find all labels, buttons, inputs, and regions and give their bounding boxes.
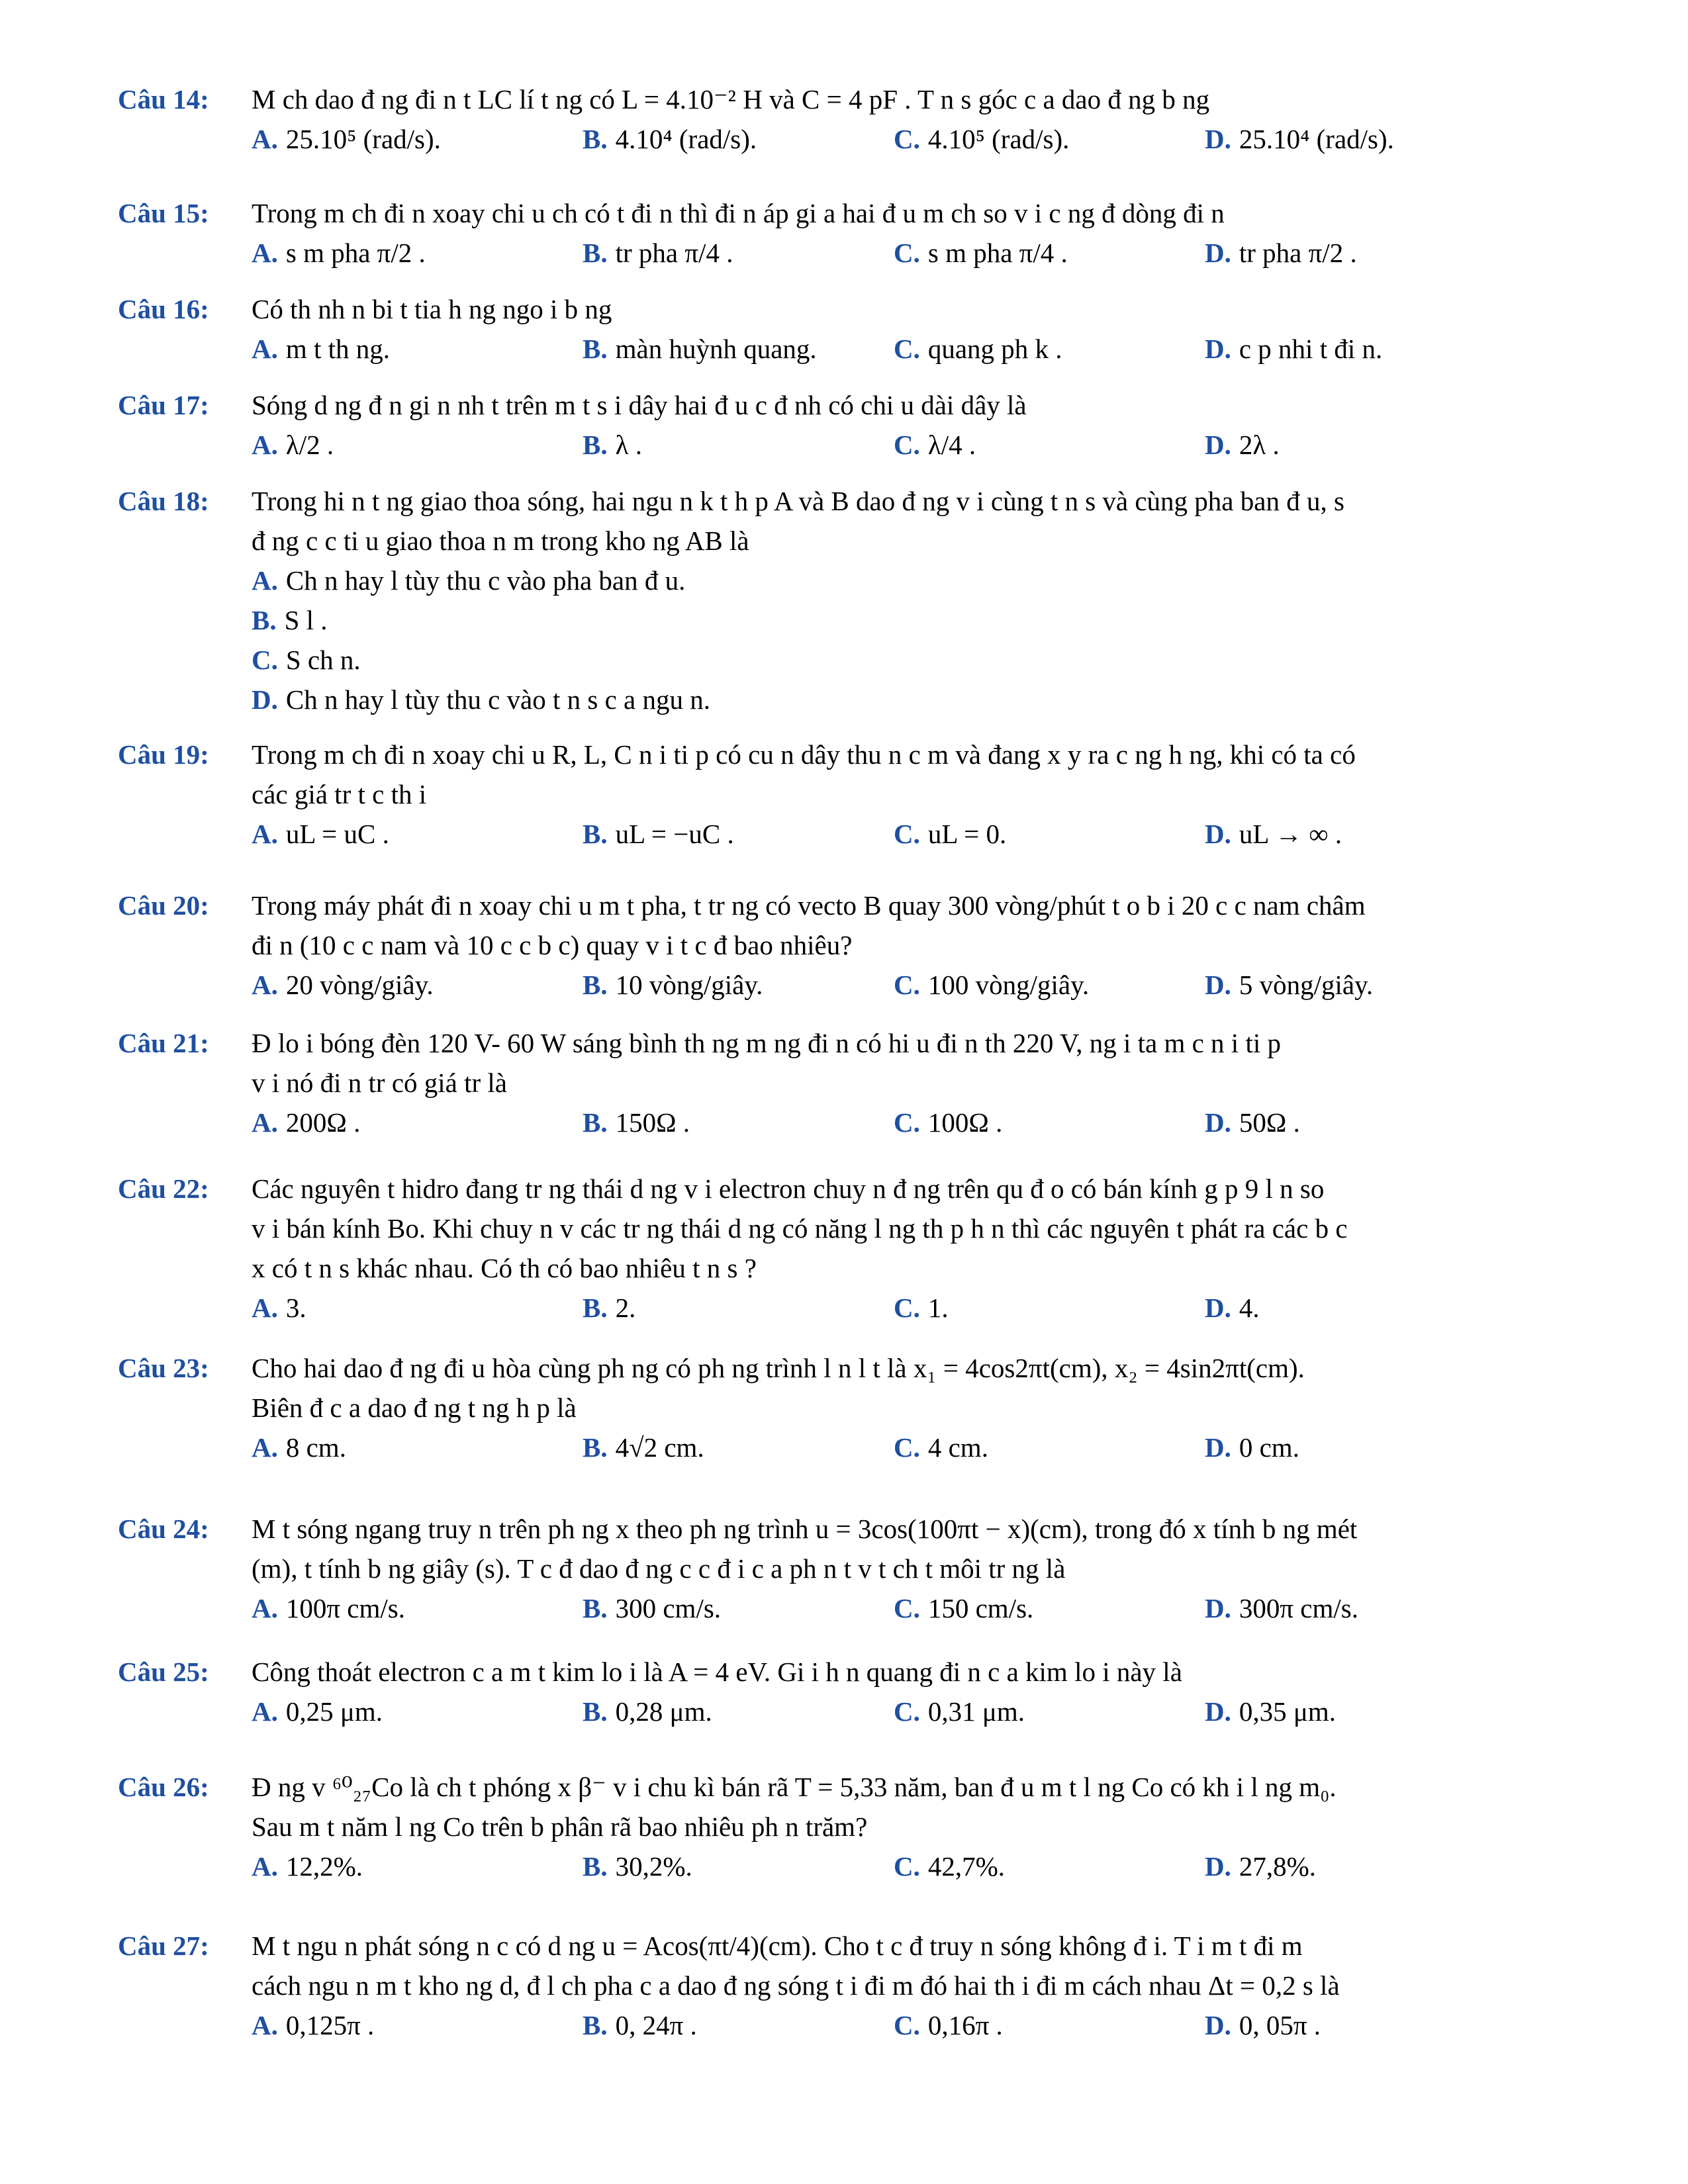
option-key: D. <box>1205 430 1231 460</box>
option-key: B. <box>583 430 608 460</box>
answer-options <box>252 1846 1602 1886</box>
option-key: C. <box>894 1851 920 1882</box>
answer-option[interactable] <box>252 2005 374 2045</box>
question-text-line: v i bán kính Bo. Khi chuy n v các tr ng thái d ng có năng l ng th p h n thì các nguyên t phát ra các b c <box>252 1213 1348 1244</box>
option-key: B. <box>583 1293 608 1323</box>
option-key: B. <box>583 238 608 268</box>
question-text <box>252 193 1602 233</box>
answer-option[interactable] <box>583 1103 690 1142</box>
answer-option[interactable] <box>252 814 389 854</box>
option-key: D. <box>1205 970 1231 1000</box>
option-text: uL = 0. <box>927 819 1007 849</box>
question-text-line: M t ngu n phát sóng n c có d ng u = Acos(πt/4)(cm). Cho t c đ truy n sóng không đ i. T i m t đi m <box>252 1931 1303 1961</box>
option-key: D. <box>1205 1851 1231 1882</box>
option-key: D. <box>1205 1432 1231 1463</box>
option-key: C. <box>252 645 278 675</box>
answer-option[interactable] <box>583 425 642 465</box>
option-text: 10 vòng/giây. <box>615 970 763 1000</box>
option-key: D. <box>1205 819 1231 849</box>
answer-option-row <box>252 640 1602 680</box>
answer-option[interactable] <box>583 814 734 854</box>
question-text-line: M t sóng ngang truy n trên ph ng x theo ph ng trình u = 3cos(100πt − x)(cm), trong đó x tính b ng mét <box>252 1514 1358 1544</box>
answer-option[interactable] <box>894 1846 1005 1886</box>
answer-option-row <box>252 600 1602 640</box>
answer-options <box>252 1428 1602 1467</box>
option-text: 4√2 cm. <box>615 1432 704 1463</box>
question-label: Câu 18: <box>118 486 209 516</box>
option-text: λ/4 . <box>927 430 976 460</box>
answer-option[interactable] <box>894 1103 1002 1142</box>
answer-option[interactable] <box>583 233 733 273</box>
option-key: A. <box>252 1696 278 1727</box>
answer-option[interactable] <box>1205 965 1373 1005</box>
question-label: Câu 27: <box>118 1931 209 1961</box>
question-text-line: Trong m ch đi n xoay chi u ch có t đi n thì đi n áp gi a hai đ u m ch so v i c ng đ dòng đi n <box>252 198 1225 228</box>
question-text <box>252 289 1602 329</box>
option-key: D. <box>1205 1696 1231 1727</box>
option-key: A. <box>252 1293 278 1323</box>
option-text: 50Ω . <box>1239 1107 1300 1138</box>
option-text: uL = −uC . <box>615 819 734 849</box>
answer-option[interactable] <box>583 119 757 159</box>
answer-option[interactable] <box>252 1846 363 1886</box>
option-text: màn huỳnh quang. <box>615 334 817 364</box>
option-text: 25.10⁵ (rad/s). <box>285 124 441 154</box>
option-key: D. <box>252 684 278 715</box>
question-text-line: Đ lo i bóng đèn 120 V- 60 W sáng bình th ng m ng đi n có hi u đi n th 220 V, ng i ta m c n i ti p <box>252 1028 1281 1058</box>
question-label: Câu 16: <box>118 294 209 324</box>
answer-option[interactable] <box>252 425 334 465</box>
answer-option[interactable] <box>1205 1588 1358 1628</box>
answer-option-row <box>252 680 1602 719</box>
question-text <box>252 1652 1602 1692</box>
option-text: 100π cm/s. <box>285 1593 405 1623</box>
question-text-line: Các nguyên t hidro đang tr ng thái d ng v i electron chuy n đ ng trên qu đ o có bán kính g p 9 l n so <box>252 1173 1325 1204</box>
answer-option[interactable] <box>1205 1103 1300 1142</box>
answer-option[interactable] <box>894 1428 988 1467</box>
answer-option[interactable] <box>252 561 685 600</box>
answer-option[interactable] <box>252 965 434 1005</box>
answer-option[interactable] <box>252 1103 360 1142</box>
option-text: s m pha π/2 . <box>285 238 426 268</box>
question-text-line: M ch dao đ ng đi n t LC lí t ng có L = 4.10⁻² H và C = 4 pF . T n s góc c a dao đ ng b ng <box>252 84 1210 114</box>
option-key: D. <box>1205 2010 1231 2040</box>
question-text-line: Có th nh n bi t tia h ng ngo i b ng <box>252 294 612 324</box>
option-key: A. <box>252 970 278 1000</box>
question-label: Câu 25: <box>118 1657 209 1687</box>
answer-option[interactable] <box>1205 1428 1299 1467</box>
question-text <box>252 1767 1602 1846</box>
question-text <box>252 1169 1602 1288</box>
option-text: m t th ng. <box>285 334 391 364</box>
option-key: C. <box>894 1696 920 1727</box>
answer-option-row <box>252 561 1602 600</box>
answer-options <box>252 1588 1602 1628</box>
option-text: 4 cm. <box>927 1432 988 1463</box>
question-text <box>252 79 1602 119</box>
answer-options <box>252 2005 1602 2045</box>
option-text: 100Ω . <box>927 1107 1003 1138</box>
option-key: B. <box>583 1696 608 1727</box>
option-key: D. <box>1205 238 1231 268</box>
option-key: C. <box>894 124 920 154</box>
answer-option[interactable] <box>894 1288 949 1328</box>
option-text: 300π cm/s. <box>1239 1593 1358 1623</box>
question-label: Câu 21: <box>118 1028 209 1058</box>
option-key: D. <box>1205 1593 1231 1623</box>
option-text: 0, 05π . <box>1239 2010 1321 2040</box>
option-key: B. <box>583 970 608 1000</box>
question-text-line: Trong máy phát đi n xoay chi u m t pha, t tr ng có vecto B quay 300 vòng/phút t o b i 20 c c nam châm <box>252 890 1366 921</box>
answer-option[interactable] <box>583 1288 635 1328</box>
answer-option[interactable] <box>894 233 1068 273</box>
question-text-line: Cho hai dao đ ng đi u hòa cùng ph ng có ph ng trình l n l t là x₁ = 4cos2πt(cm), x₂ = 4sin2πt(cm). <box>252 1353 1305 1383</box>
option-text: s m pha π/4 . <box>927 238 1068 268</box>
answer-option[interactable] <box>1205 119 1394 159</box>
option-text: S l . <box>284 605 328 635</box>
option-key: A. <box>252 1107 278 1138</box>
question-text-line: (m), t tính b ng giây (s). T c đ dao đ ng c c đ i c a ph n t v t ch t môi tr ng là <box>252 1553 1066 1584</box>
question-text-line: x có t n s khác nhau. Có th có bao nhiêu t n s ? <box>252 1253 757 1283</box>
option-key: B. <box>583 334 608 364</box>
question-text-line: Đ ng v ⁶⁰₂₇Co là ch t phóng x β⁻ v i chu kì bán rã T = 5,33 năm, ban đ u m t l ng Co có kh i l ng m₀. <box>252 1772 1336 1802</box>
option-text: 2. <box>615 1293 636 1323</box>
answer-option[interactable] <box>894 425 976 465</box>
answer-option[interactable] <box>1205 1288 1260 1328</box>
option-text: uL → ∞ . <box>1239 819 1342 849</box>
option-key: C. <box>894 970 920 1000</box>
question-label: Câu 23: <box>118 1353 209 1383</box>
answer-option[interactable] <box>894 1588 1033 1628</box>
question-text <box>252 385 1602 425</box>
answer-option[interactable] <box>252 233 426 273</box>
option-text: 30,2%. <box>615 1851 692 1882</box>
answer-option[interactable] <box>1205 233 1357 273</box>
option-text: 0,35 μm. <box>1239 1696 1336 1727</box>
answer-option[interactable] <box>583 1588 721 1628</box>
answer-option[interactable] <box>583 1428 704 1467</box>
option-text: 0,25 μm. <box>285 1696 383 1727</box>
answer-option[interactable] <box>252 640 361 680</box>
answer-option[interactable] <box>1205 814 1342 854</box>
option-key: B. <box>583 2010 608 2040</box>
question-text-line: đi n (10 c c nam và 10 c c b c) quay v i t c đ bao nhiêu? <box>252 930 853 960</box>
answer-option[interactable] <box>1205 2005 1321 2045</box>
question-text-line: cách ngu n m t kho ng d, đ l ch pha c a dao đ ng sóng t i đi m đó hai th i đi m cách nhau Δt = 0,2 s là <box>252 1970 1340 2001</box>
question-text <box>252 886 1602 965</box>
question-text-line: Sau m t năm l ng Co trên b phân rã bao nhiêu ph n trăm? <box>252 1811 868 1842</box>
option-text: 0,125π . <box>285 2010 375 2040</box>
answer-option[interactable] <box>583 1846 692 1886</box>
option-key: B. <box>583 1593 608 1623</box>
answer-option[interactable] <box>252 680 710 719</box>
option-key: A. <box>252 1593 278 1623</box>
option-key: A. <box>252 238 278 268</box>
option-text: 4.10⁴ (rad/s). <box>615 124 757 154</box>
answer-option[interactable] <box>252 119 441 159</box>
option-key: C. <box>894 2010 920 2040</box>
question-label: Câu 14: <box>118 84 209 114</box>
option-key: C. <box>894 1293 920 1323</box>
answer-options <box>252 119 1602 159</box>
question-text <box>252 1509 1602 1588</box>
option-text: 5 vòng/giây. <box>1239 970 1374 1000</box>
option-text: 8 cm. <box>285 1432 346 1463</box>
answer-option[interactable] <box>1205 1692 1336 1731</box>
option-key: C. <box>894 1432 920 1463</box>
option-text: 12,2%. <box>285 1851 363 1882</box>
answer-option[interactable] <box>894 814 1006 854</box>
question-text <box>252 735 1602 814</box>
question-label: Câu 22: <box>118 1173 209 1204</box>
answer-option[interactable] <box>894 965 1089 1005</box>
option-text: λ/2 . <box>285 430 334 460</box>
option-key: A. <box>252 1851 278 1882</box>
question-text-line: Biên đ c a dao đ ng t ng h p là <box>252 1392 577 1423</box>
option-text: c p nhi t đi n. <box>1239 334 1383 364</box>
option-key: A. <box>252 430 278 460</box>
option-text: 3. <box>285 1293 306 1323</box>
option-key: A. <box>252 819 278 849</box>
question-text <box>252 1023 1602 1103</box>
answer-options <box>252 233 1602 273</box>
option-key: B. <box>583 1107 608 1138</box>
question-label: Câu 26: <box>118 1772 209 1802</box>
question-label: Câu 15: <box>118 198 209 228</box>
option-text: 0, 24π . <box>615 2010 697 2040</box>
option-text: 0,16π . <box>927 2010 1003 2040</box>
answer-option[interactable] <box>1205 425 1280 465</box>
option-key: B. <box>252 605 277 635</box>
option-key: A. <box>252 1432 278 1463</box>
answer-option[interactable] <box>252 1692 383 1731</box>
option-text: tr pha π/4 . <box>615 238 733 268</box>
option-text: 0,31 μm. <box>927 1696 1025 1727</box>
option-text: 300 cm/s. <box>615 1593 722 1623</box>
option-key: A. <box>252 334 278 364</box>
answer-option[interactable] <box>252 1428 346 1467</box>
answer-options <box>252 814 1602 854</box>
option-text: 27,8%. <box>1239 1851 1317 1882</box>
option-text: 42,7%. <box>927 1851 1006 1882</box>
answer-option[interactable] <box>894 2005 1003 2045</box>
answer-option[interactable] <box>252 329 390 369</box>
option-key: D. <box>1205 334 1231 364</box>
option-text: 2λ . <box>1239 430 1280 460</box>
question-text-line: đ ng c c ti u giao thoa n m trong kho ng AB là <box>252 525 749 556</box>
option-key: C. <box>894 819 920 849</box>
answer-option[interactable] <box>252 1288 306 1328</box>
option-key: A. <box>252 565 278 596</box>
answer-options <box>252 425 1602 465</box>
option-text: 200Ω . <box>285 1107 361 1138</box>
option-key: A. <box>252 2010 278 2040</box>
option-text: S ch n. <box>285 645 361 675</box>
option-text: 1. <box>927 1293 949 1323</box>
option-text: 4. <box>1239 1293 1260 1323</box>
question-text-line: Sóng d ng đ n gi n nh t trên m t s i dây hai đ u c đ nh có chi u dài dây là <box>252 390 1027 420</box>
option-text: 100 vòng/giây. <box>927 970 1090 1000</box>
option-text: 150Ω . <box>615 1107 690 1138</box>
option-text: 0,28 μm. <box>615 1696 712 1727</box>
option-text: 150 cm/s. <box>927 1593 1034 1623</box>
option-key: C. <box>894 1593 920 1623</box>
answer-option[interactable] <box>583 965 763 1005</box>
answer-options <box>252 1103 1602 1142</box>
answer-option[interactable] <box>252 600 328 640</box>
answer-option[interactable] <box>1205 329 1382 369</box>
option-key: D. <box>1205 1293 1231 1323</box>
option-text: 0 cm. <box>1239 1432 1299 1463</box>
question-text-line: Công thoát electron c a m t kim lo i là A = 4 eV. Gi i h n quang đi n c a kim lo i này là <box>252 1657 1182 1687</box>
answer-option[interactable] <box>1205 1846 1316 1886</box>
answer-options <box>252 329 1602 369</box>
option-text: tr pha π/2 . <box>1239 238 1357 268</box>
answer-option[interactable] <box>583 329 817 369</box>
option-key: D. <box>1205 124 1231 154</box>
answer-option[interactable] <box>583 2005 697 2045</box>
option-key: B. <box>583 124 608 154</box>
option-key: C. <box>894 238 920 268</box>
answer-options <box>252 1288 1602 1328</box>
option-text: uL = uC . <box>285 819 389 849</box>
option-text: quang ph k . <box>927 334 1062 364</box>
option-key: B. <box>583 819 608 849</box>
option-text: λ . <box>615 430 642 460</box>
option-key: A. <box>252 124 278 154</box>
question-label: Câu 19: <box>118 739 209 770</box>
option-text: Ch n hay l tùy thu c vào t n s c a ngu n. <box>285 684 710 715</box>
option-text: 25.10⁴ (rad/s). <box>1239 124 1394 154</box>
option-key: B. <box>583 1432 608 1463</box>
answer-option[interactable] <box>894 119 1069 159</box>
answer-option[interactable] <box>894 1692 1025 1731</box>
answer-option[interactable] <box>252 1588 405 1628</box>
option-key: C. <box>894 1107 920 1138</box>
option-key: D. <box>1205 1107 1231 1138</box>
option-text: Ch n hay l tùy thu c vào pha ban đ u. <box>285 565 686 596</box>
question-text-line: Trong m ch đi n xoay chi u R, L, C n i ti p có cu n dây thu n c m và đang x y ra c ng h ng, khi có ta có <box>252 739 1356 770</box>
option-key: B. <box>583 1851 608 1882</box>
question-text-line: v i nó đi n tr có giá tr là <box>252 1068 507 1098</box>
question-text <box>252 481 1602 561</box>
option-key: C. <box>894 430 920 460</box>
question-label: Câu 20: <box>118 890 209 921</box>
question-text-line: Trong hi n t ng giao thoa sóng, hai ngu n k t h p A và B dao đ ng v i cùng t n s và cùng pha ban đ u, s <box>252 486 1344 516</box>
option-text: 20 vòng/giây. <box>285 970 434 1000</box>
question-text <box>252 1348 1602 1428</box>
option-text: 4.10⁵ (rad/s). <box>927 124 1070 154</box>
option-key: C. <box>894 334 920 364</box>
answer-option[interactable] <box>583 1692 712 1731</box>
question-label: Câu 24: <box>118 1514 209 1544</box>
answer-options <box>252 1692 1602 1731</box>
answer-option[interactable] <box>894 329 1062 369</box>
question-label: Câu 17: <box>118 390 209 420</box>
question-text <box>252 1926 1602 2005</box>
answer-options <box>252 965 1602 1005</box>
question-text-line: các giá tr t c th i <box>252 779 427 809</box>
